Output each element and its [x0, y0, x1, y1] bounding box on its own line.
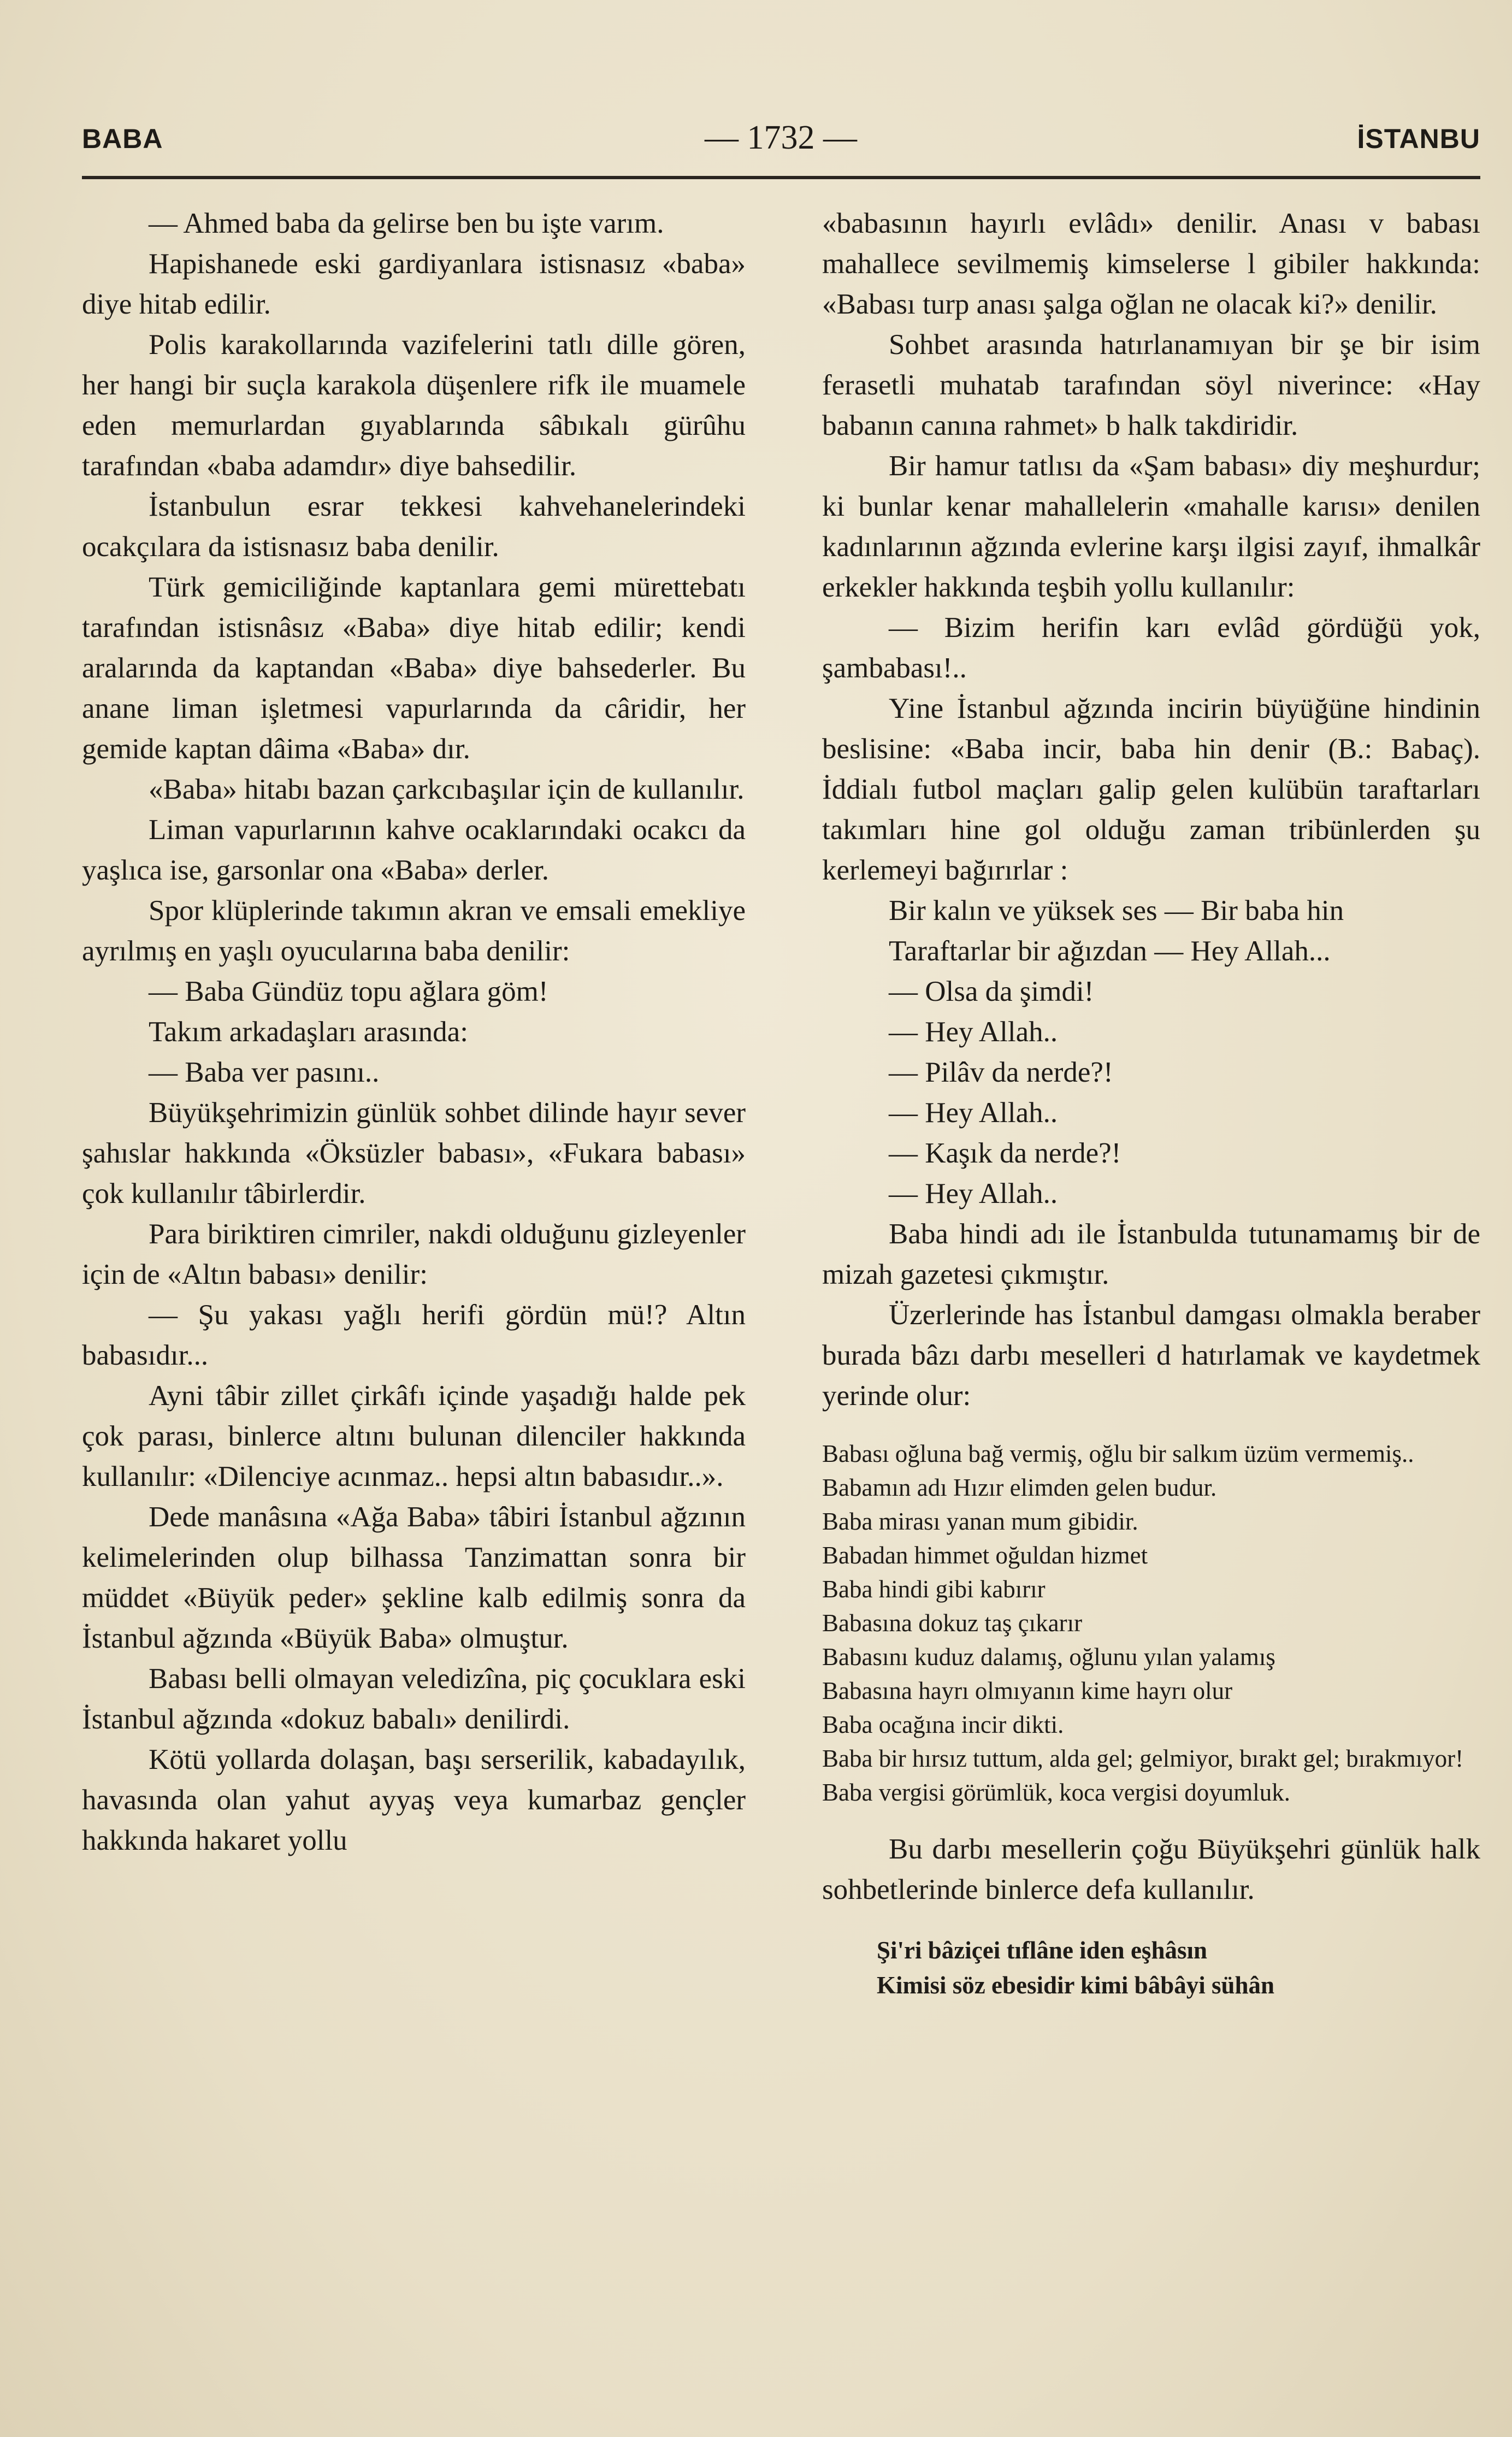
proverb-item: Babasına dokuz taş çıkarır: [822, 1609, 1083, 1637]
header-rule: [82, 176, 1480, 179]
chant-line: Taraftarlar bir ağızdan — Hey Allah...: [889, 935, 1331, 967]
chant-line: — Hey Allah..: [889, 1178, 1058, 1209]
paragraph: Büyükşehrimizin günlük sohbet dilinde hayır sever şahıslar hakkında «Öksüzler babası», «Fukara babası» çok kullanılır tâbirlerdir.: [82, 1097, 746, 1209]
proverb-item: Babamın adı Hızır elimden gelen budur.: [822, 1474, 1217, 1501]
paragraph: Spor klüplerinde takımın akran ve emsali emekliye ayrılmış en yaşlı oyucularına baba denilir:: [82, 895, 746, 967]
dialogue-line: — Baba Gündüz topu ağlara göm!: [149, 976, 548, 1007]
chant-line: — Hey Allah..: [889, 1016, 1058, 1048]
dialogue-line: — Bizim herifin karı evlâd gördüğü yok, şambabası!..: [822, 612, 1480, 684]
proverb-item: Babası oğluna bağ vermiş, oğlu bir salkım üzüm vermemiş..: [822, 1440, 1414, 1467]
proverb-item: Baba bir hırsız tuttum, alda gel; gelmiyor, bırakt gel; bırakmıyor!: [822, 1745, 1464, 1772]
running-head-right: İSTANBU: [1357, 123, 1480, 154]
paragraph: Bu darbı mesellerin çoğu Büyükşehri günlük halk sohbetlerinde binlerce defa kullanılır.: [822, 1833, 1480, 1905]
dialogue-line: — Baba ver pasını..: [149, 1057, 380, 1088]
chant-line: — Pilâv da nerde?!: [889, 1057, 1113, 1088]
paragraph: Babası belli olmayan veledizîna, piç çocuklara eski İstanbul ağzında «dokuz babalı» denilirdi.: [82, 1663, 746, 1735]
paragraph: Bir hamur tatlısı da «Şam babası» diy meşhurdur; ki bunlar kenar mahallelerin «mahalle karısı» denilen kadınlarının ağzında evlerine karşı ilgisi zayıf, ihmalkâr erkekler hakkında teşbih yollu kullanılır:: [822, 450, 1480, 603]
proverb-item: Baba ocağına incir dikti.: [822, 1711, 1064, 1738]
page-number: — 1732 —: [705, 119, 857, 156]
page-header: [82, 119, 1480, 167]
paragraph: Kötü yollarda dolaşan, başı serserilik, kabadayılık, havasında olan yahut ayyaş veya kumarbaz gençler hakkında hakaret yollu: [82, 1744, 746, 1856]
paragraph: «Baba» hitabı bazan çarkcıbaşılar için de kullanılır.: [149, 774, 745, 805]
paragraph: Liman vapurlarının kahve ocaklarındaki ocakcı da yaşlıca ise, garsonlar ona «Baba» derler.: [82, 814, 746, 886]
proverb-list: [822, 1437, 1480, 1809]
paragraph: Polis karakollarında vazifelerini tatlı dille gören, her hangi bir suçla karakola düşenlere rifk ile muamele eden memurlardan gıyablarında sâbıkalı gürûhu tarafından «baba adamdır» diye bahsedilir.: [82, 329, 746, 482]
paragraph: Ayni tâbir zillet çirkâfı içinde yaşadığı halde pek çok parası, binlerce altını bulunan dilenciler hakkında kullanılır: «Dilenciye acınmaz.. hepsi altın babasıdır..».: [82, 1380, 746, 1492]
verse-line: Kimisi söz ebesidir kimi bâbâyi sühân: [877, 1972, 1275, 1999]
proverb-item: Baba mirası yanan mum gibidir.: [822, 1508, 1138, 1535]
proverb-item: Baba vergisi görümlük, koca vergisi doyumluk.: [822, 1779, 1290, 1806]
paragraph: Yine İstanbul ağzında incirin büyüğüne hindinin beslisine: «Baba incir, baba hin denir (B.: Babaç). İddialı futbol maçları galip gelen kulübün taraftarları takımları hine gol olduğu zaman tribünlerden şu kerlemeyi bağırırlar :: [822, 693, 1480, 886]
proverb-item: Babasını kuduz dalamış, oğlunu yılan yalamış: [822, 1643, 1275, 1671]
proverb-item: Baba hindi gibi kabırır: [822, 1576, 1046, 1603]
paragraph: «babasının hayırlı evlâdı» denilir. Anası v babası mahallece sevilmemiş kimselerse l gibiler hakkında: «Babası turp anası şalga oğlan ne olacak ki?» denilir.: [822, 208, 1480, 320]
paragraph: İstanbulun esrar tekkesi kahvehanelerindeki ocakçılara da istisnasız baba denilir.: [82, 491, 746, 563]
running-head-left: BABA: [82, 123, 163, 154]
chant-line: — Olsa da şimdi!: [889, 976, 1094, 1007]
right-column: [822, 203, 1480, 2003]
paragraph: Hapishanede eski gardiyanlara istisnasız «baba» diye hitab edilir.: [82, 248, 746, 320]
verse-couplet: [822, 1933, 1480, 2003]
left-column: [82, 203, 746, 1861]
proverb-item: Babasına hayrı olmıyanın kime hayrı olur: [822, 1677, 1233, 1704]
paragraph: Türk gemiciliğinde kaptanlara gemi mürettebatı tarafından istisnâsız «Baba» diye hitab edilir; kendi aralarında da kaptandan «Baba» diye bahsederler. Bu anane liman işletmesi vapurlarında da câridir, her gemide kaptan dâima «Baba» dır.: [82, 571, 746, 765]
dialogue-line: — Şu yakası yağlı herifi gördün mü!? Altın babasıdır...: [82, 1299, 746, 1371]
verse-line: Şi'ri bâziçei tıflâne iden eşhâsın: [877, 1937, 1208, 1964]
chant-line: — Kaşık da nerde?!: [889, 1137, 1121, 1169]
paragraph: Para biriktiren cimriler, nakdi olduğunu gizleyenler için de «Altın babası» denilir:: [82, 1218, 746, 1290]
paragraph: — Ahmed baba da gelirse ben bu işte varım.: [149, 208, 664, 239]
chant-line: — Hey Allah..: [889, 1097, 1058, 1129]
paragraph: Sohbet arasında hatırlanamıyan bir şe bir isim ferasetli muhatab tarafından söyl niverince: «Hay babanın canına rahmet» b halk takdiridir.: [822, 329, 1480, 441]
chant-line: Bir kalın ve yüksek ses — Bir baba hin: [889, 895, 1344, 927]
proverb-item: Babadan himmet oğuldan hizmet: [822, 1542, 1148, 1569]
paragraph: Üzerlerinde has İstanbul damgası olmakla beraber burada bâzı darbı meselleri d hatırlamak ve kaydetmek yerinde olur:: [822, 1299, 1480, 1412]
paragraph: Baba hindi adı ile İstanbulda tutunamamış bir de mizah gazetesi çıkmıştır.: [822, 1218, 1480, 1290]
dialogue-line: Takım arkadaşları arasında:: [149, 1016, 468, 1048]
paragraph: Dede manâsına «Ağa Baba» tâbiri İstanbul ağzının kelimelerinden olup bilhassa Tanzimattan sonra bir müddet «Büyük peder» şekline kalb edilmiş sonra da İstanbul ağzında «Büyük Baba» olmuştur.: [82, 1501, 746, 1654]
